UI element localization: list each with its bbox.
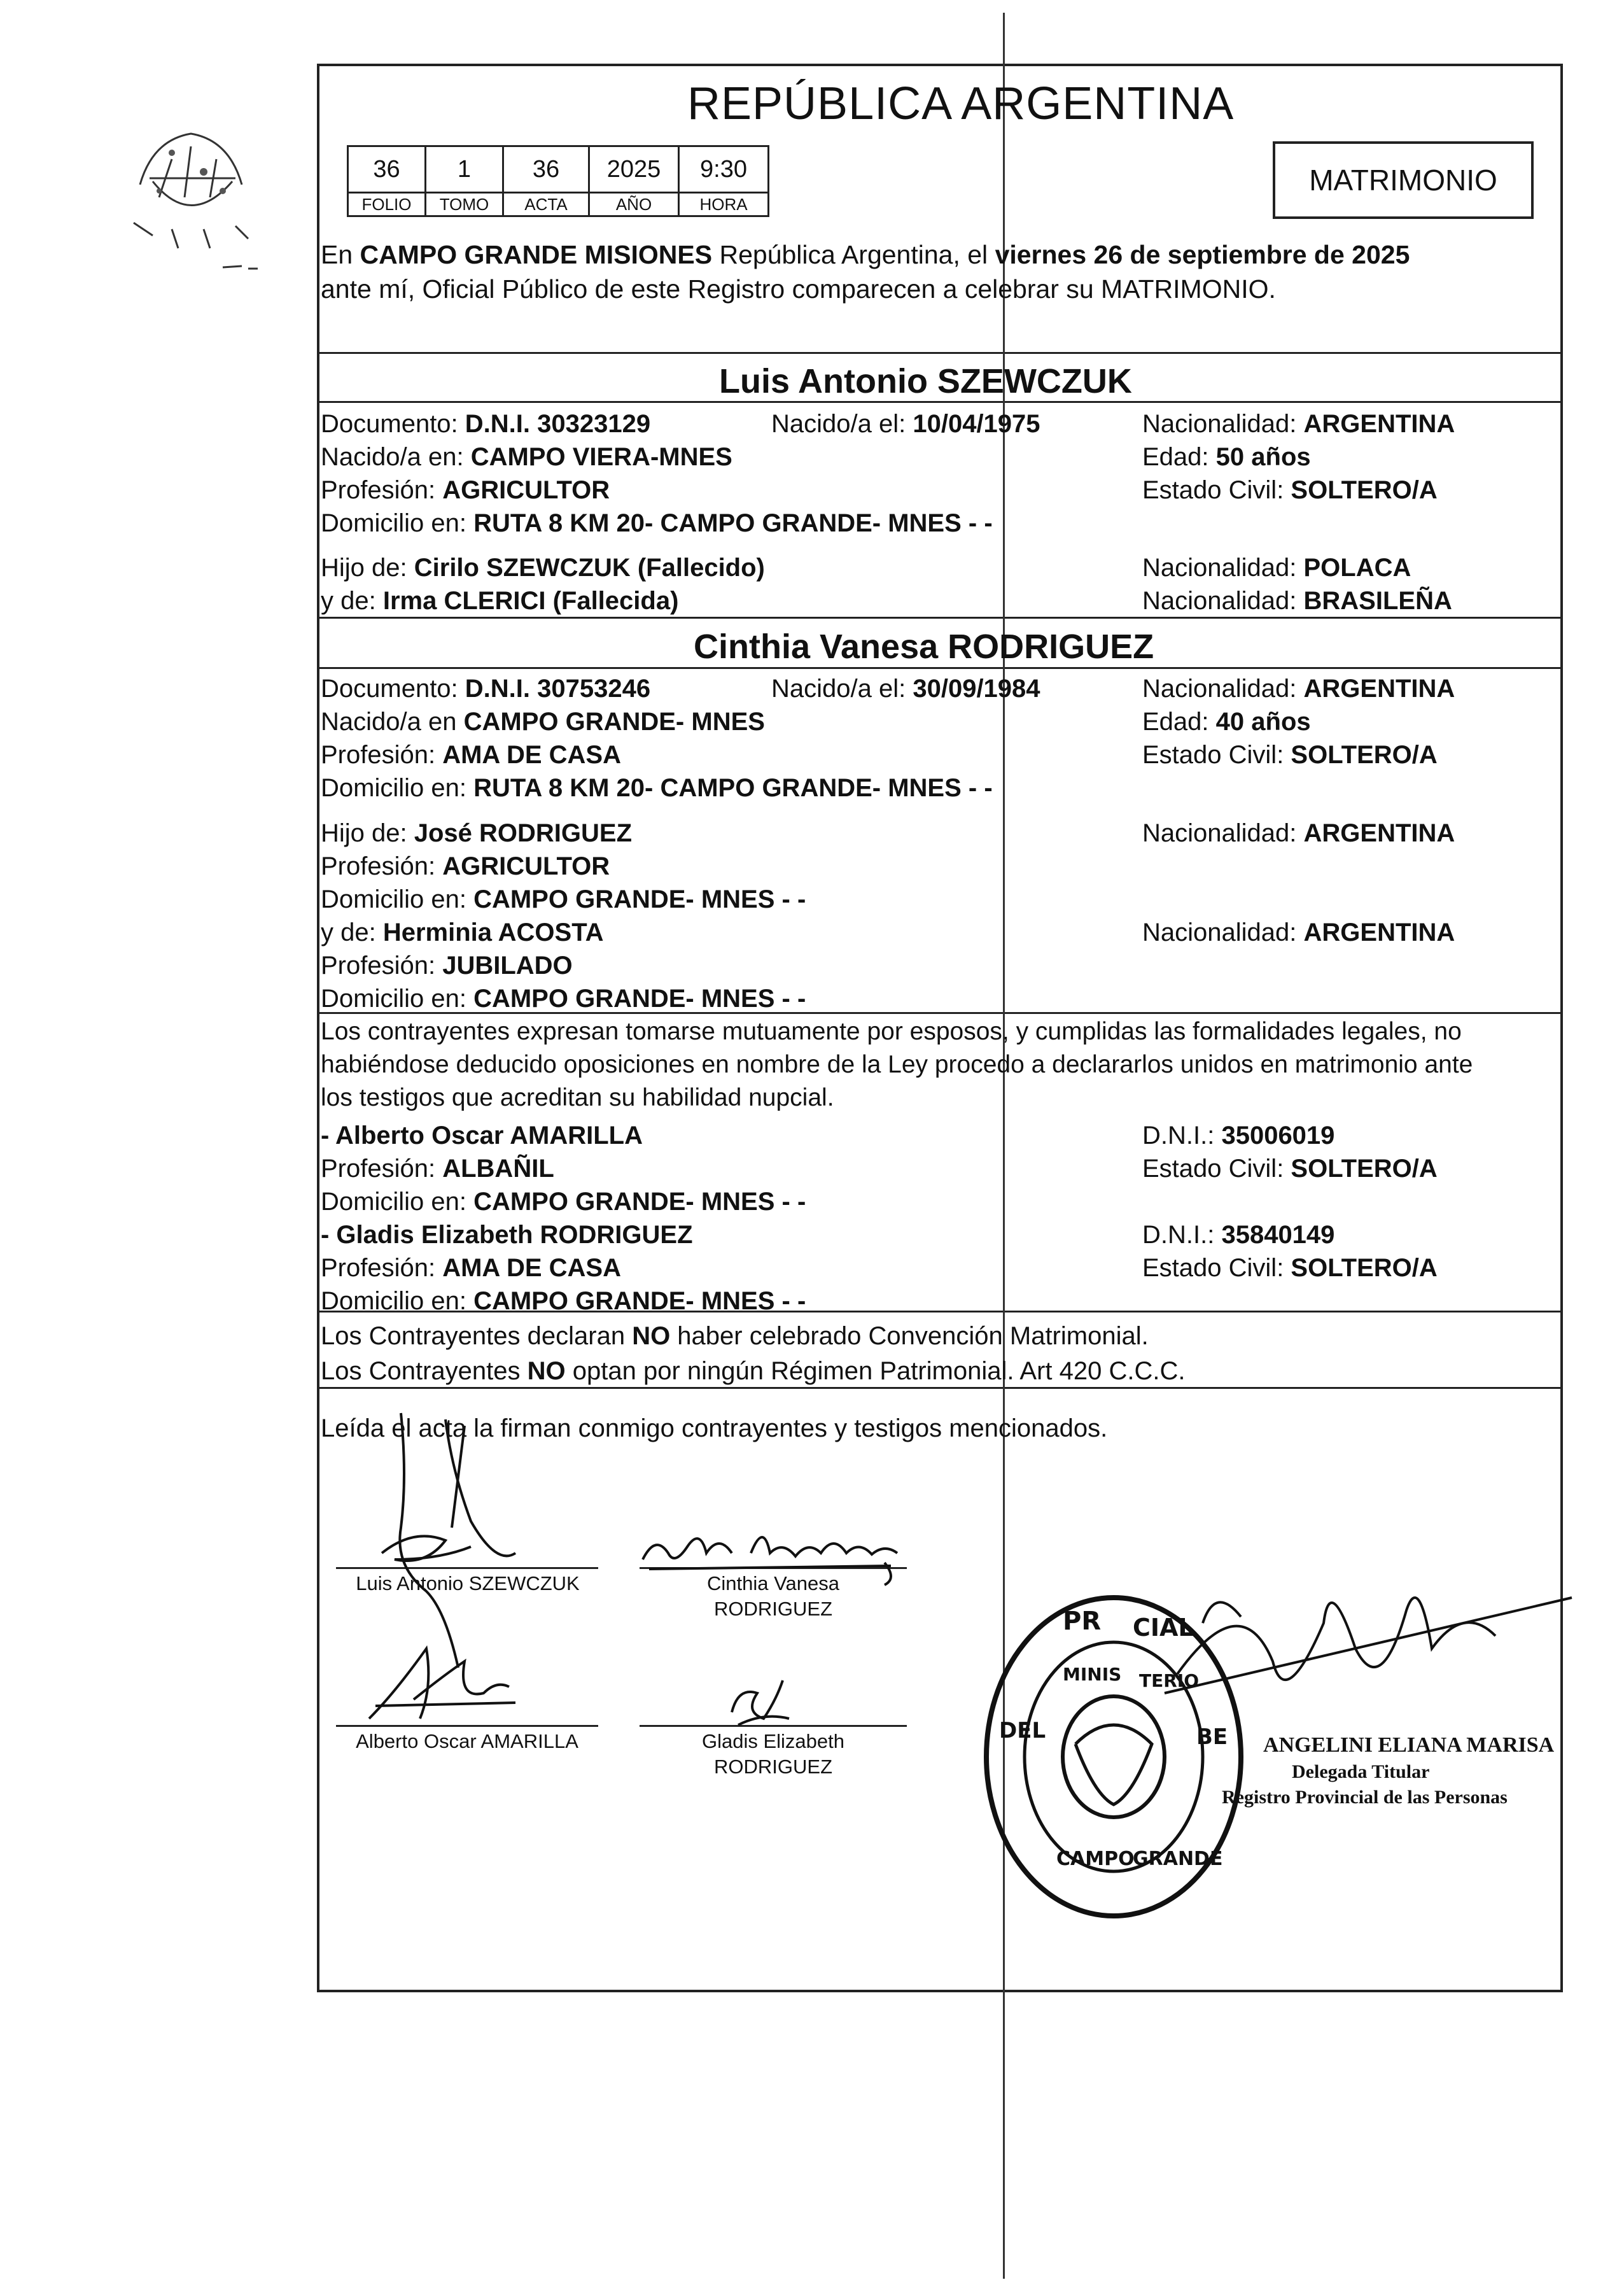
- sig3-caption: Alberto Oscar AMARILLA: [356, 1730, 578, 1752]
- spouse1-father: Hijo de: Cirilo SZEWCZUK (Fallecido): [321, 554, 765, 582]
- spouse2-father-profession: Profesión: AGRICULTOR: [321, 852, 610, 880]
- witness1-name: - Alberto Oscar AMARILLA: [321, 1122, 643, 1150]
- spouse2-profession: Profesión: AMA DE CASA: [321, 741, 621, 769]
- svg-text:GRANDE: GRANDE: [1133, 1848, 1223, 1870]
- folio-value: 36: [348, 146, 426, 193]
- convention-line-2: Los Contrayentes NO optan por ningún Régimen Patrimonial. Art 420 C.C.C.: [321, 1357, 1186, 1385]
- spouse2-father: Hijo de: José RODRIGUEZ: [321, 819, 633, 847]
- intro-line-1: En CAMPO GRANDE MISIONES República Argentina, el viernes 26 de septiembre de 2025: [321, 240, 1410, 269]
- coat-of-arms-emblem: [115, 102, 267, 293]
- acta-label: ACTA: [503, 193, 589, 216]
- sig1-caption: Luis Antonio SZEWCZUK: [356, 1572, 580, 1594]
- officer-role: Delegada Titular: [1292, 1761, 1430, 1782]
- svg-text:DEL: DEL: [999, 1718, 1046, 1743]
- registry-table: [347, 145, 769, 217]
- spouse2-mother-address: Domicilio en: CAMPO GRANDE- MNES - -: [321, 985, 806, 1013]
- spouse2-document: Documento: D.N.I. 30753246: [321, 675, 651, 703]
- spouse1-civil-status: Estado Civil: SOLTERO/A: [1142, 476, 1438, 504]
- declaration-line-1: Los contrayentes expresan tomarse mutuamente por esposos, y cumplidas las formalidades legales, no: [321, 1018, 1462, 1045]
- svg-text:PR: PR: [1063, 1607, 1102, 1636]
- spouse2-father-nationality: Nacionalidad: ARGENTINA: [1142, 819, 1455, 847]
- hora-value: 9:30: [679, 146, 769, 193]
- spouse2-civil-status: Estado Civil: SOLTERO/A: [1142, 741, 1438, 769]
- anio-value: 2025: [589, 146, 679, 193]
- witness2-address: Domicilio en: CAMPO GRANDE- MNES - -: [321, 1287, 806, 1315]
- spouse2-mother-nationality: Nacionalidad: ARGENTINA: [1142, 918, 1455, 946]
- act-type-box: [1273, 141, 1534, 219]
- divider-spouse1-name: [317, 401, 1563, 403]
- spouse2-address: Domicilio en: RUTA 8 KM 20- CAMPO GRANDE- MNES - -: [321, 774, 993, 802]
- spouse2-name: Cinthia Vanesa RODRIGUEZ: [694, 628, 1154, 666]
- svg-text:CIAL: CIAL: [1133, 1614, 1194, 1642]
- sig4-caption-a: Gladis Elizabeth: [701, 1730, 844, 1752]
- spouse2-mother: y de: Herminia ACOSTA: [321, 918, 604, 946]
- spouse2-birthplace: Nacido/a en CAMPO GRANDE- MNES: [321, 708, 765, 736]
- sig2-caption-a: Cinthia Vanesa: [707, 1572, 839, 1594]
- spouse1-name: Luis Antonio SZEWCZUK: [719, 362, 1132, 400]
- witness2-civil-status: Estado Civil: SOLTERO/A: [1142, 1254, 1438, 1282]
- witness2-profession: Profesión: AMA DE CASA: [321, 1254, 621, 1282]
- folio-label: FOLIO: [348, 193, 426, 216]
- intro-line-2: ante mí, Oficial Público de este Registro comparecen a celebrar su MATRIMONIO.: [321, 274, 1276, 304]
- signature-gladis: [719, 1674, 808, 1744]
- spouse2-birthdate: Nacido/a el: 30/09/1984: [771, 675, 1040, 703]
- closing-statement: Leída el acta la firman conmigo contrayentes y testigos mencionados.: [321, 1414, 1108, 1442]
- spouse1-father-nationality: Nacionalidad: POLACA: [1142, 554, 1411, 582]
- spouse1-birthdate: Nacido/a el: 10/04/1975: [771, 410, 1040, 438]
- convention-line-1: Los Contrayentes declaran NO haber celebrado Convención Matrimonial.: [321, 1322, 1149, 1350]
- witness1-address: Domicilio en: CAMPO GRANDE- MNES - -: [321, 1188, 806, 1216]
- spouse1-profession: Profesión: AGRICULTOR: [321, 476, 610, 504]
- tomo-label: TOMO: [426, 193, 503, 216]
- divider-spouse2: [317, 617, 1563, 619]
- witness1-dni: D.N.I.: 35006019: [1142, 1122, 1335, 1150]
- witness1-profession: Profesión: ALBAÑIL: [321, 1155, 554, 1183]
- sig2-caption-b: RODRIGUEZ: [714, 1598, 832, 1620]
- spouse2-father-address: Domicilio en: CAMPO GRANDE- MNES - -: [321, 885, 806, 913]
- divider-intro: [317, 352, 1563, 354]
- anio-label: AÑO: [589, 193, 679, 216]
- svg-text:TERIO: TERIO: [1139, 1670, 1200, 1691]
- witness1-civil-status: Estado Civil: SOLTERO/A: [1142, 1155, 1438, 1183]
- spouse1-document: Documento: D.N.I. 30323129: [321, 410, 651, 438]
- spouse2-age: Edad: 40 años: [1142, 708, 1311, 736]
- spouse1-address: Domicilio en: RUTA 8 KM 20- CAMPO GRANDE- MNES - -: [321, 509, 993, 537]
- spouse2-nationality: Nacionalidad: ARGENTINA: [1142, 675, 1455, 703]
- signature-officer: [1165, 1547, 1572, 1750]
- country-title: REPÚBLICA ARGENTINA: [687, 78, 1235, 129]
- tomo-value: 1: [426, 146, 503, 193]
- divider-closing: [317, 1387, 1563, 1389]
- witness2-name: - Gladis Elizabeth RODRIGUEZ: [321, 1221, 693, 1249]
- spouse2-mother-profession: Profesión: JUBILADO: [321, 952, 573, 980]
- spouse1-age: Edad: 50 años: [1142, 443, 1311, 471]
- spouse1-mother-nationality: Nacionalidad: BRASILEÑA: [1142, 587, 1452, 615]
- spouse1-birthplace: Nacido/a en: CAMPO VIERA-MNES: [321, 443, 732, 471]
- signature-alberto: [356, 1636, 535, 1731]
- declaration-line-3: los testigos que acreditan su habilidad nupcial.: [321, 1084, 834, 1111]
- declaration-line-2: habiéndose deducido oposiciones en nombre de la Ley procedo a declararlos unidos en matrimonio ante: [321, 1051, 1473, 1078]
- hora-label: HORA: [679, 193, 769, 216]
- witness2-dni: D.N.I.: 35840149: [1142, 1221, 1335, 1249]
- sig4-caption-b: RODRIGUEZ: [714, 1756, 832, 1778]
- spouse1-nationality: Nacionalidad: ARGENTINA: [1142, 410, 1455, 438]
- act-type-label: MATRIMONIO: [1309, 164, 1497, 197]
- signature-cinthia: [636, 1515, 916, 1585]
- spouse1-mother: y de: Irma CLERICI (Fallecida): [321, 587, 679, 615]
- svg-text:CAMPO: CAMPO: [1056, 1848, 1135, 1870]
- officer-org: Registro Provincial de las Personas: [1222, 1787, 1508, 1808]
- officer-name: ANGELINI ELIANA MARISA: [1263, 1733, 1555, 1757]
- svg-text:BE: BE: [1196, 1724, 1228, 1750]
- acta-value: 36: [503, 146, 589, 193]
- svg-text:MINIS: MINIS: [1063, 1664, 1122, 1685]
- divider-spouse2-name: [317, 667, 1563, 669]
